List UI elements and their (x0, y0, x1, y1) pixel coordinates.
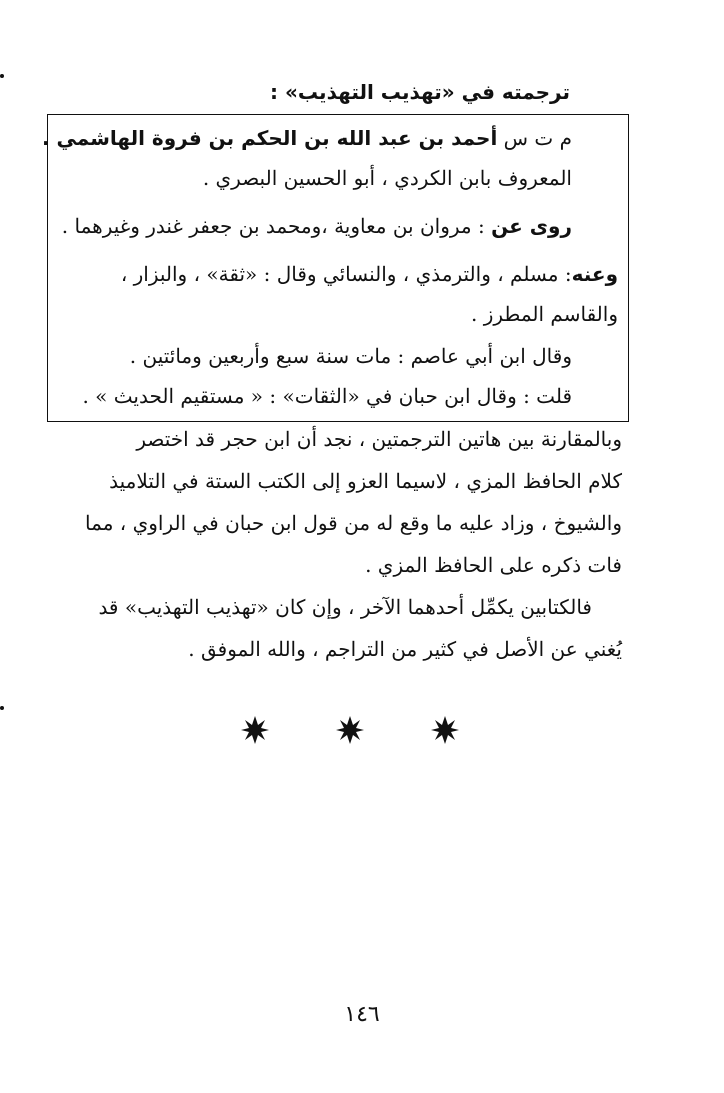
margin-mark (0, 706, 4, 710)
box-line-students (58, 259, 618, 289)
box-line-students-cont: والقاسم المطرز . (471, 302, 618, 326)
paragraph-line: فالكتابين يكمِّل أحدهما الآخر ، وإن كان «تهذيب التهذيب» قد (98, 595, 592, 619)
students-text: : مسلم ، والترمذي ، والنسائي وقال : «ثقة» ، والبزار ، (120, 262, 572, 286)
page-number: ١٤٦ (344, 1002, 380, 1027)
margin-mark (0, 74, 4, 78)
students-label: وعنه (571, 262, 618, 286)
box-line-teachers (58, 211, 572, 241)
paragraph-line: فات ذكره على الحافظ المزي . (365, 553, 622, 577)
paragraph-line: والشيوخ ، وزاد عليه ما وقع له من قول ابن حبان في الراوي ، مما (85, 511, 622, 535)
box-line-kunya: المعروف بابن الكردي ، أبو الحسين البصري . (202, 166, 572, 190)
star-burst-icon (240, 715, 270, 745)
ornament-divider (240, 714, 460, 746)
box-line-name (41, 123, 572, 153)
teachers-text: : مروان بن معاوية ،ومحمد بن جعفر غندر وغيرهما . (61, 214, 485, 238)
box-line-death: وقال ابن أبي عاصم : مات سنة سبع وأربعين ومائتين . (129, 344, 572, 368)
paragraph-line: يُغني عن الأصل في كثير من التراجم ، والله الموفق . (188, 637, 622, 661)
narrator-name: أحمد بن عبد الله بن الحكم بن فروة الهاشمي . (41, 126, 498, 150)
paragraph-line: وبالمقارنة بين هاتين الترجمتين ، نجد أن ابن حجر قد اختصر (136, 427, 622, 451)
star-burst-icon (335, 715, 365, 745)
paragraph-line: كلام الحافظ المزي ، لاسيما العزو إلى الكتب الستة في التلاميذ (109, 469, 622, 493)
biography-box (41, 114, 629, 422)
box-line-note: قلت : وقال ابن حبان في «الثقات» : « مستقيم الحديث » . (82, 384, 572, 408)
teachers-label: روى عن (491, 214, 572, 238)
section-heading: ترجمته في «تهذيب التهذيب» : (270, 80, 570, 104)
sigla: م ت س (503, 126, 572, 150)
star-burst-icon (430, 715, 460, 745)
